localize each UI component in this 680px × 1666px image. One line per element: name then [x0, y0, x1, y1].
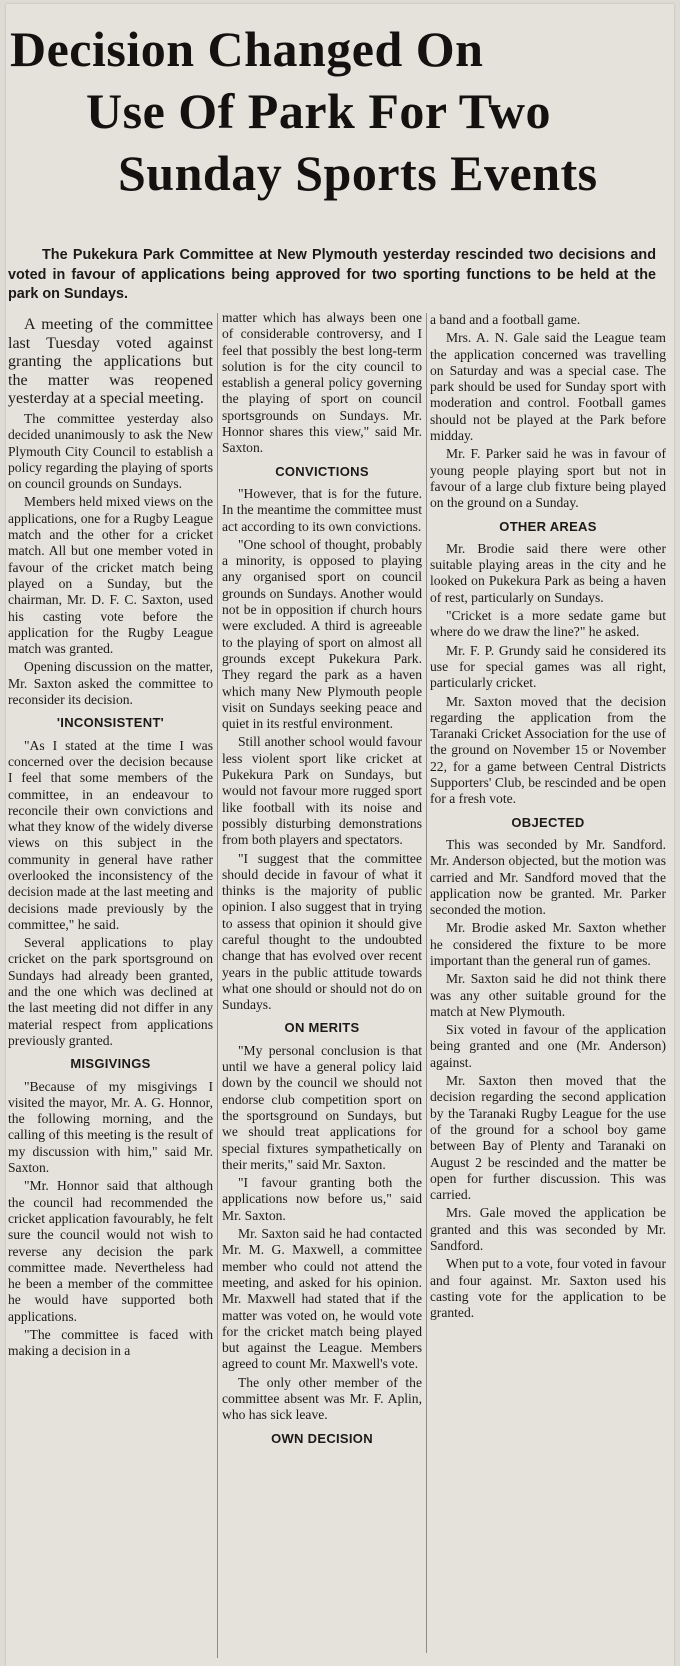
paragraph: "The committee is faced with making a decision in a: [8, 1327, 213, 1359]
paragraph: matter which has always been one of considerable controversy, and I feel that possibly the best long-term solution is for the city council to establish a general policy governing the playing of sport on council sportsgrounds on Sundays. Mr. Honnor shares this view," said Mr. Saxton.: [222, 310, 422, 456]
paragraph: Mr. Saxton said he did not think there was any other suitable ground for the match at New Plymouth.: [430, 971, 666, 1019]
subheading-objected: OBJECTED: [511, 814, 585, 830]
paragraph: The only other member of the committee absent was Mr. F. Aplin, who has sick leave.: [222, 1374, 422, 1423]
paragraph: When put to a vote, four voted in favour and four against. Mr. Saxton used his casting vote for the application to be granted.: [430, 1256, 666, 1321]
subheading-misgivings: MISGIVINGS: [70, 1056, 151, 1072]
paragraph: Mr. Saxton moved that the decision regarding the application from the Taranaki Cricket Association for the use of the ground on November 15 or November 22, for a game between Central Districts Supporters' Club, be rescinded and be open for a fresh vote.: [430, 693, 666, 807]
paragraph: "As I stated at the time I was concerned over the decision because I feel that some members of the committee, in an endeavour to reconcile their own convictions and what they know of the widely diverse views on this subject in the community in general have rather overlooked the inconsistency of the decision made at the last meeting and decisions made previously by the committee," he said.: [8, 737, 213, 932]
paragraph: Mr. F. Parker said he was in favour of young people playing sport but not in favour of a large club fixture being played on the ground on a Sunday.: [430, 446, 666, 511]
paragraph: Mr. Brodie asked Mr. Saxton whether he considered the fixture to be more important than the general run of games.: [430, 920, 666, 968]
paragraph: Still another school would favour less violent sport like cricket at Pukekura Park on Sundays, but would not favour more rugged sport like football with its noise and possibly disturbing demonstrations from both players and spectators.: [222, 734, 422, 848]
headline-line-2: Use Of Park For Two: [86, 83, 552, 139]
paragraph: "I suggest that the committee should decide in favour of what it thinks is the majority of public opinion. I also suggest that in trying to assess that opinion it should give careful thought to the undoubted change that has evolved over recent years in the public attitude towards what one should or should not do on Sundays.: [222, 850, 422, 1013]
subheading-inconsistent: 'INCONSISTENT': [56, 715, 165, 731]
column-1: [8, 316, 213, 1362]
paragraph: "Mr. Honnor said that although the council had recommended the cricket application favourably, he felt sure the council would not wish to reverse any decision the park committee made. Nevertheless had he been a member of the committee he would have supported both applications.: [8, 1178, 213, 1324]
paragraph: Mrs. Gale moved the application be granted and this was seconded by Mr. Sandford.: [430, 1205, 666, 1254]
lede-paragraph: The Pukekura Park Committee at New Plymouth yesterday rescinded two decisions and voted in favour of applications being approved for two sporting functions to be held at the park on Sundays.: [8, 247, 656, 302]
paragraph: Mr. Saxton then moved that the decision regarding the second application by the Taranaki Rugby League for the use of the ground for a school boy game between Bay of Plenty and Taranaki on August 2 be rescinded and the matter be open for further discussion. This was carried.: [430, 1073, 666, 1203]
paragraph: Opening discussion on the matter, Mr. Saxton asked the committee to reconsider its decision.: [8, 659, 213, 708]
paragraph: "I favour granting both the applications now before us," said Mr. Saxton.: [222, 1175, 422, 1223]
paragraph: Several applications to play cricket on the park sportsground on Sundays had already been granted, and the one which was declined at the last meeting did not differ in any material respect from applications previously granted.: [8, 935, 213, 1048]
paragraph: Mr. Saxton said he had contacted Mr. M. G. Maxwell, a committee member who could not attend the meeting, and asked for his opinion. Mr. Maxwell had stated that if the matter was voted on, he would vote for the cricket match being played but against the League. Members agreed to count Mr. Maxwell's vote.: [222, 1226, 422, 1372]
column-rule-2: [426, 313, 427, 1653]
subheading-convictions: CONVICTIONS: [275, 463, 369, 479]
paragraph: "However, that is for the future. In the meantime the committee must act according to its own convictions.: [222, 485, 422, 534]
subheading-own-decision: OWN DECISION: [271, 1430, 373, 1446]
paragraph: Six voted in favour of the application being granted and one (Mr. Anderson) against.: [430, 1022, 666, 1070]
column-3: [430, 312, 666, 1324]
headline-line-3: Sunday Sports Events: [118, 145, 598, 201]
paragraph: Mr. Brodie said there were other suitable playing areas in the city and he looked on Pukekura Park as being a haven of rest, particularly on Sundays.: [430, 540, 666, 605]
column-2: [222, 310, 422, 1453]
paragraph: "One school of thought, probably a minority, is opposed to playing any organised sport on council grounds on Sundays. Another would not be in opposition if church hours were excluded. A third is agreeable to the playing of sport on almost all grounds except Pukekura Park. They regard the park as a haven which many New Plymouth people visit on Sundays seeking peace and quiet in its restful environment.: [222, 536, 422, 732]
paragraph: a band and a football game.: [430, 312, 581, 327]
paragraph: Mr. F. P. Grundy said he considered its use for special games was all right, particularly cricket.: [430, 642, 666, 691]
paragraph: "Because of my misgivings I visited the mayor, Mr. A. G. Honnor, the following morning, and the calling of this meeting is the result of my discussion with him," said Mr. Saxton.: [8, 1078, 213, 1176]
headline: [10, 18, 670, 204]
column-rule-1: [217, 313, 218, 1658]
paragraph: Members held mixed views on the applications, one for a Rugby League match and the other for a cricket match. All but one member voted in favour of the cricket match being played on a Sunday, but the chairman, Mr. D. F. C. Saxton, used his casting vote before the application for the Rugby League match was granted.: [8, 494, 213, 657]
paragraph: The committee yesterday also decided unanimously to ask the New Plymouth City Council to establish a policy regarding the playing of sports on council grounds on Sundays.: [8, 410, 213, 492]
paragraph: Mrs. A. N. Gale said the League team the application concerned was travelling on Saturday and was a special case. The park should be used for Sunday sport with moderation and control. Football games should not be played at the Park before midday.: [430, 330, 666, 444]
paragraph: This was seconded by Mr. Sandford. Mr. Anderson objected, but the motion was carried and Mr. Sandford moved that the application now be granted. Mr. Parker seconded the motion.: [430, 836, 666, 918]
paragraph: "My personal conclusion is that until we have a general policy laid down by the council we should not endorse club competition sport on the sportsground on Sundays, but we should treat applications for special fixtures sympathetically on their merits," said Mr. Saxton.: [222, 1042, 422, 1172]
headline-line-1: Decision Changed On: [10, 21, 484, 77]
subheading-on-merits: ON MERITS: [284, 1020, 360, 1036]
paragraph: A meeting of the committee last Tuesday voted against granting the applications but the matter was reopened yesterday at a special meeting.: [8, 316, 213, 408]
subheading-other-areas: OTHER AREAS: [499, 518, 597, 534]
paragraph: "Cricket is a more sedate game but where do we draw the line?" he asked.: [430, 608, 666, 640]
